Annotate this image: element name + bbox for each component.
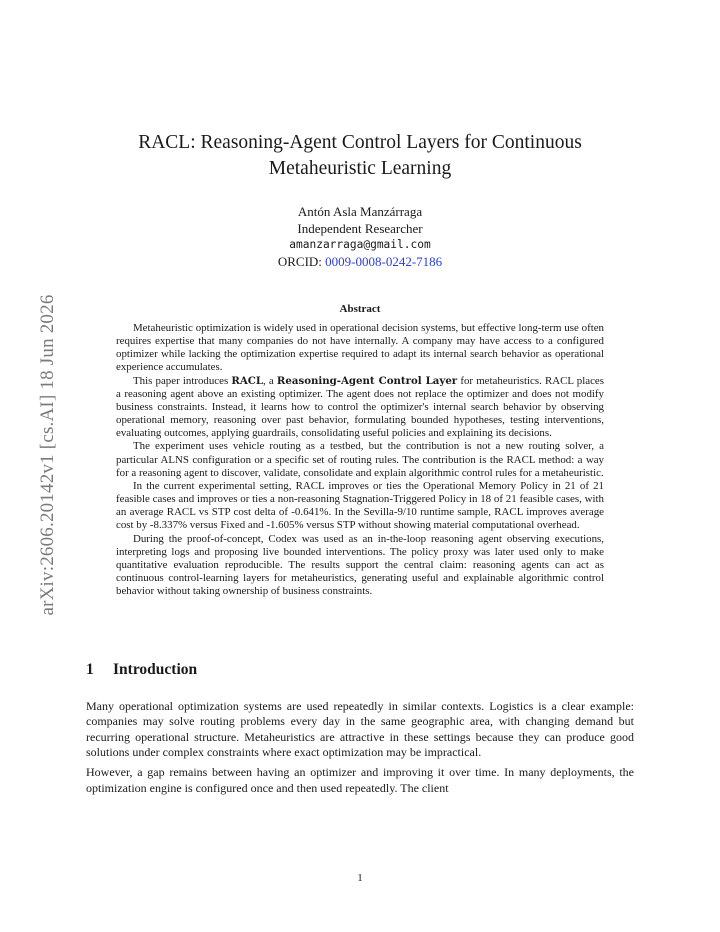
- author-name: Antón Asla Manzárraga: [297, 204, 423, 219]
- section-number: 1: [86, 661, 94, 678]
- orcid-link[interactable]: 0009-0008-0242-7186: [325, 253, 443, 269]
- abstract-paragraph: The experiment uses vehicle routing as a testbed, but the contribution is not a new routing solver, a particular ALNS configuration or a specific set of routing rules. The contribution is the RACL method: a way for a reasoning agent to discover, validate, consolidate and explain algorithmic control rules for a metaheuristic.: [116, 440, 604, 479]
- body-paragraph: However, a gap remains between having an optimizer and improving it over time. In many deployments, the optimization engine is configured once and then used repeatedly. The client: [86, 765, 634, 795]
- abstract-text: This paper introduces: [133, 374, 232, 387]
- author-block: [160, 204, 560, 270]
- introduction-body: [86, 699, 634, 801]
- abstract-paragraph: Metaheuristic optimization is widely used in operational decision systems, but effective long-term use often requires expertise that many companies do not have internally. A company may have access to a configured optimizer while lacking the optimization expertise required to adapt its internal search behavior as operational experience accumulates.: [116, 322, 604, 374]
- abstract-body: [116, 322, 604, 598]
- orcid-label: ORCID:: [277, 253, 322, 269]
- body-paragraph: Many operational optimization systems are used repeatedly in similar contexts. Logistics is a clear example: companies may solve routing problems every day in the same geographic area, with changing demand but recurring operational structure. Metaheuristics are attractive in these settings because they can produce good solutions under complex constraints where exact optimization may be impractical.: [86, 699, 634, 760]
- page-number: 1: [357, 872, 363, 884]
- author-affiliation: Independent Researcher: [297, 220, 423, 236]
- racl-full-name: Reasoning-Agent Control Layer: [276, 374, 458, 387]
- abstract-text: for metaheuristics. RACL places a reasoning agent above an existing optimizer. The agent does not replace the optimizer and does not modify business constraints. Instead, it learns how to control the optimizer's internal search behavior by observing operational memory, reasoning over past behavior, formulating bounded hypotheses, testing interventions, evaluating outcomes, applying guardrails, consolidating useful policies and explaining its decisions.: [116, 374, 604, 440]
- abstract-paragraph: In the current experimental setting, RACL improves or ties the Operational Memory Policy in 21 of 21 feasible cases and improves or ties a non-reasoning Stagnation-Triggered Policy in 18 of 21 feasible cases, with an average RACL vs STP cost delta of -0.641%. In the Sevilla-9/10 runtime sample, RACL improves average cost by -8.337% versus Fixed and -1.605% versus STP without showing material computational overhead.: [116, 479, 604, 532]
- abstract-paragraph: [116, 375, 604, 441]
- paper-title: [90, 130, 630, 182]
- racl-acronym: RACL: [231, 374, 264, 387]
- abstract-text: , a: [263, 374, 277, 387]
- author-orcid: [160, 254, 560, 271]
- author-email[interactable]: amanzarraga@gmail.com: [289, 238, 431, 251]
- section-heading-introduction: [86, 661, 197, 679]
- abstract-paragraph: During the proof-of-concept, Codex was used as an in-the-loop reasoning agent observing executions, interpreting logs and proposing live bounded interventions. The policy proxy was later used only to make quantitative evaluation reproducible. The results support the central claim: reasoning agents can act as continuous control-learning layers for metaheuristics, generating useful and explainable algorithmic control behavior without taking ownership of business constraints.: [116, 532, 604, 598]
- title-line-2: Metaheuristic Learning: [268, 158, 452, 179]
- abstract-heading: Abstract: [339, 303, 381, 315]
- arxiv-identifier-stamp[interactable]: arXiv:2606.20142v1 [cs.AI] 18 Jun 2026: [37, 294, 58, 616]
- section-title: Introduction: [113, 661, 198, 678]
- title-line-1: RACL: Reasoning-Agent Control Layers for Continuous: [138, 132, 582, 153]
